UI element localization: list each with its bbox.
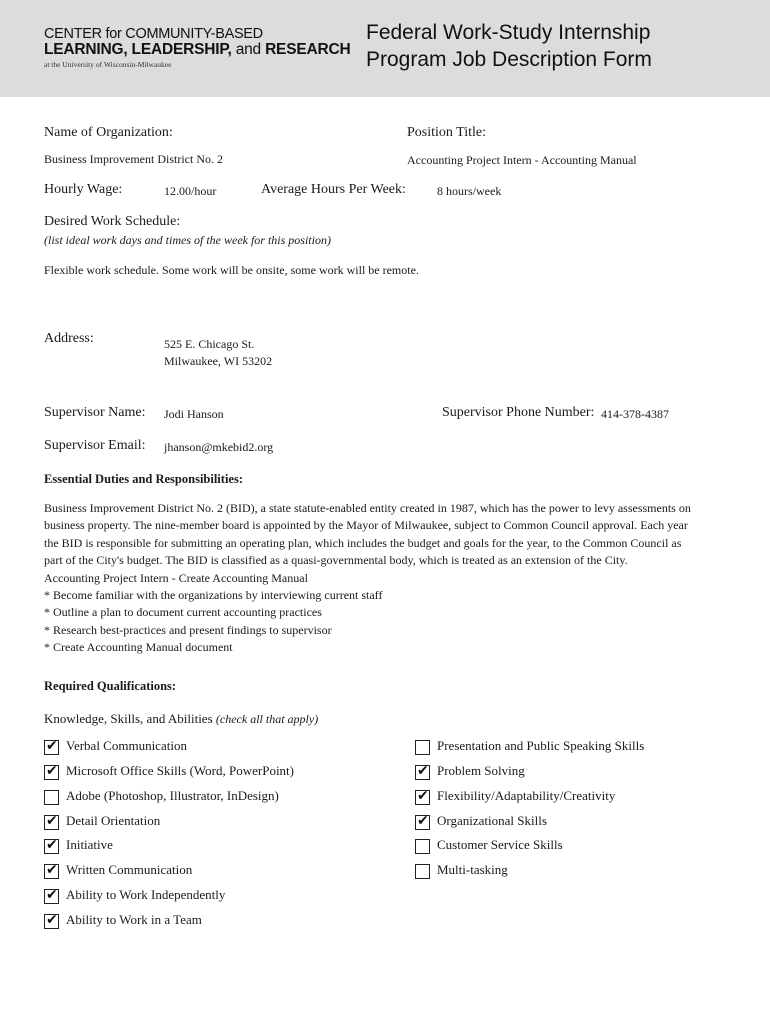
checkbox-label: Customer Service Skills (437, 837, 563, 852)
logo-line-3: at the University of Wisconsin-Milwaukee (44, 60, 172, 69)
supervisor-label: Supervisor Name: (44, 405, 146, 420)
duties-text[interactable] (44, 500, 734, 657)
duties-line: the BID is responsible for submitting an operating plan, which includes the budget and goals for the year, to the Common Council as (44, 535, 682, 550)
checkbox-detail-orientation[interactable] (44, 815, 59, 830)
email-label: Supervisor Email: (44, 438, 146, 453)
duties-line: * Become familiar with the organizations by interviewing current staff (44, 588, 383, 603)
duties-line: Accounting Project Intern - Create Accounting Manual (44, 570, 308, 585)
phone-value[interactable]: 414-378-4387 (601, 407, 669, 421)
checkbox-presentation[interactable] (415, 740, 430, 755)
checkbox-problem-solving[interactable] (415, 765, 430, 780)
qualifications-heading: Required Qualifications: (44, 679, 177, 693)
logo-line-2-and: and (235, 41, 261, 58)
checkbox-microsoft-office[interactable] (44, 765, 59, 780)
checkbox-written-communication[interactable] (44, 864, 59, 879)
supervisor-value[interactable]: Jodi Hanson (164, 407, 224, 421)
schedule-label: Desired Work Schedule: (44, 214, 181, 229)
check-mark-icon: ✔ (46, 887, 58, 903)
checkbox-label: Ability to Work Independently (66, 887, 226, 902)
checkbox-adobe[interactable] (44, 790, 59, 805)
check-mark-icon: ✔ (46, 912, 58, 928)
phone-label: Supervisor Phone Number: (442, 405, 595, 420)
ksa-label-text: Knowledge, Skills, and Abilities (44, 711, 213, 726)
checkbox-label: Multi-tasking (437, 862, 508, 877)
schedule-value[interactable]: Flexible work schedule. Some work will be onsite, some work will be remote. (44, 263, 419, 277)
address-line-2[interactable]: Milwaukee, WI 53202 (164, 354, 273, 368)
duties-line: * Research best-practices and present findings to supervisor (44, 622, 332, 637)
address-label: Address: (44, 331, 94, 346)
duties-line: * Outline a plan to document current accounting practices (44, 605, 322, 620)
logo-line-2a: LEARNING, LEADERSHIP, (44, 41, 232, 58)
page-header (0, 0, 770, 97)
duties-line: * Create Accounting Manual document (44, 640, 233, 655)
duties-line: part of the City's budget. The BID is classified as a quasi-governmental body, which is treated as an extension of the City. (44, 553, 628, 568)
form-title-line-2: Program Job Description Form (366, 48, 652, 71)
checkbox-label: Detail Orientation (66, 813, 161, 828)
wage-label: Hourly Wage: (44, 182, 123, 197)
duties-line: Business Improvement District No. 2 (BID), a state statute-enabled entity created in 1987, which has the power to levy assessments on (44, 501, 691, 515)
check-mark-icon: ✔ (417, 813, 429, 829)
email-value[interactable]: jhanson@mkebid2.org (164, 440, 274, 454)
hours-label: Average Hours Per Week: (261, 182, 406, 197)
duties-line: business property. The nine-member board is appointed by the Mayor of Milwaukee, subject to Common Council approval. Each year (44, 518, 688, 533)
hours-value[interactable]: 8 hours/week (437, 184, 502, 198)
address-line-1[interactable]: 525 E. Chicago St. (164, 337, 255, 351)
ksa-label (44, 711, 318, 727)
check-mark-icon: ✔ (46, 837, 58, 853)
duties-heading: Essential Duties and Responsibilities: (44, 472, 243, 486)
check-mark-icon: ✔ (46, 763, 58, 779)
checkbox-label: Ability to Work in a Team (66, 912, 202, 927)
check-mark-icon: ✔ (46, 862, 58, 878)
checkbox-multi-tasking[interactable] (415, 864, 430, 879)
checkbox-work-in-team[interactable] (44, 914, 59, 929)
checkbox-label: Adobe (Photoshop, Illustrator, InDesign) (66, 788, 279, 803)
checkbox-label: Microsoft Office Skills (Word, PowerPoint) (66, 763, 294, 778)
checkbox-label: Initiative (66, 837, 113, 852)
checkbox-organizational[interactable] (415, 815, 430, 830)
checkbox-label: Presentation and Public Speaking Skills (437, 738, 645, 753)
checkbox-label: Verbal Communication (66, 738, 187, 753)
check-mark-icon: ✔ (417, 763, 429, 779)
logo-line-2b: RESEARCH (265, 41, 351, 58)
wage-value[interactable]: 12.00/hour (164, 184, 217, 198)
checkbox-flexibility[interactable] (415, 790, 430, 805)
position-value[interactable]: Accounting Project Intern - Accounting Manual (407, 153, 637, 167)
ksa-hint: (check all that apply) (215, 712, 319, 726)
position-label: Position Title: (407, 125, 486, 140)
schedule-hint: (list ideal work days and times of the week for this position) (44, 233, 331, 247)
checkbox-label: Problem Solving (437, 763, 525, 778)
logo-line-1: CENTER for COMMUNITY-BASED (44, 26, 263, 42)
form-title-line-1: Federal Work-Study Internship (366, 21, 651, 44)
checkbox-label: Written Communication (66, 862, 193, 877)
check-mark-icon: ✔ (417, 788, 429, 804)
check-mark-icon: ✔ (46, 738, 58, 754)
checkbox-label: Flexibility/Adaptability/Creativity (437, 788, 616, 803)
org-value[interactable]: Business Improvement District No. 2 (44, 152, 223, 166)
checkbox-label: Organizational Skills (437, 813, 547, 828)
checkbox-work-independently[interactable] (44, 889, 59, 904)
checkbox-initiative[interactable] (44, 839, 59, 854)
checkbox-customer-service[interactable] (415, 839, 430, 854)
logo-line-2 (44, 41, 350, 59)
checkbox-verbal-communication[interactable] (44, 740, 59, 755)
org-label: Name of Organization: (44, 125, 173, 140)
check-mark-icon: ✔ (46, 813, 58, 829)
